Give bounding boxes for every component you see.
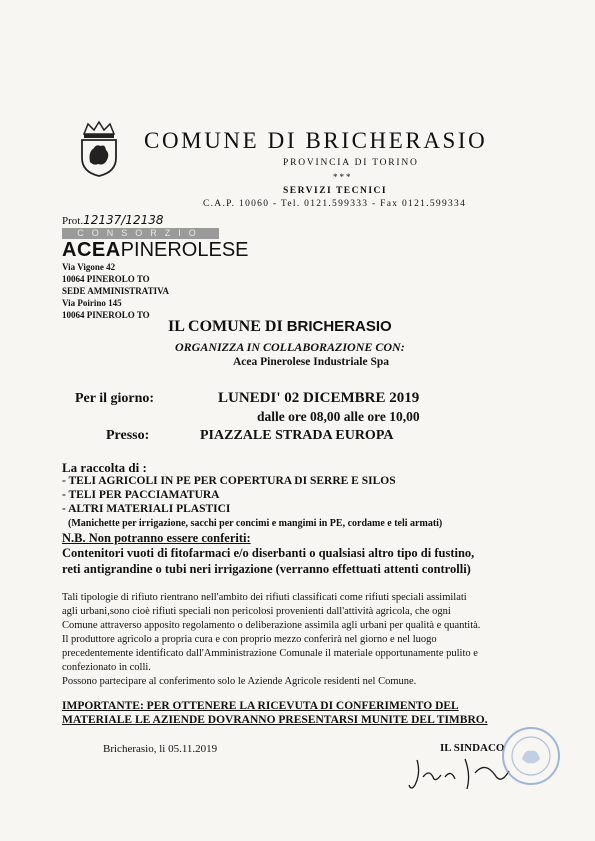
coat-of-arms-icon	[74, 120, 124, 178]
intro-prefix: IL COMUNE DI	[168, 318, 287, 335]
where-label: Presso:	[106, 428, 150, 443]
page-title: COMUNE DI BRICHERASIO	[144, 128, 488, 153]
collection-title: La raccolta di :	[62, 460, 147, 475]
intro-partner: Acea Pinerolese Industriale Spa	[233, 356, 389, 368]
address-line: 10064 PINEROLO TO	[62, 310, 150, 320]
important-line: MATERIALE LE AZIENDE DOVRANNO PRESENTARSI MUNITE DEL TIMBRO.	[62, 714, 488, 726]
protocol-line	[62, 213, 163, 227]
body-text-line: confezionato in colli.	[62, 662, 151, 673]
signature-icon	[405, 755, 515, 795]
body-text-line: precedentemente identificato dall'Amministrazione Comunale il materiale opportunamente pulito e	[62, 648, 478, 659]
excluded-line: reti antigrandine o tubi neri irrigazione (verranno effettuati attenti controlli)	[62, 562, 471, 576]
address-line: 10064 PINEROLO TO	[62, 274, 150, 284]
stars-separator: ***	[333, 172, 353, 182]
day-value: LUNEDI' 02 DICEMBRE 2019	[218, 390, 420, 406]
official-stamp-icon	[500, 725, 562, 787]
address-line: SEDE AMMINISTRATIVA	[62, 286, 169, 296]
important-line: IMPORTANTE: PER OTTENERE LA RICEVUTA DI CONFERIMENTO DEL	[62, 700, 459, 712]
collection-item: - TELI AGRICOLI IN PE PER COPERTURA DI SERRE E SILOS	[62, 475, 396, 487]
excluded-title: N.B. Non potranno essere conferiti:	[62, 531, 251, 545]
where-value: PIAZZALE STRADA EUROPA	[200, 428, 394, 443]
day-label: Per il giorno:	[75, 391, 155, 406]
intro-subheading: ORGANIZZA IN COLLABORAZIONE CON:	[175, 340, 405, 354]
department-label: SERVIZI TECNICI	[283, 186, 388, 196]
contacts-line: C.A.P. 10060 - Tel. 0121.599333 - Fax 0121.599334	[203, 199, 467, 209]
time-value: dalle ore 08,00 alle ore 10,00	[257, 409, 420, 424]
logo-acea: ACEA	[62, 239, 121, 261]
body-text-line: Possono partecipare al conferimento solo le Aziende Agricole residenti nel Comune.	[62, 676, 417, 687]
logo-consorzio: CONSORZIO	[62, 228, 219, 239]
collection-item: - ALTRI MATERIALI PLASTICI	[62, 503, 231, 515]
body-text-line: agli urbani,sono cioè rifiuti speciali non pericolosi provenienti dall'attività agricola, che ogni	[62, 606, 451, 617]
protocol-number: 12137/12138	[83, 213, 164, 227]
excluded-line: Contenitori vuoti di fitofarmaci e/o diserbanti o qualsiasi altro tipo di fustino,	[62, 546, 475, 560]
body-text-line: Il produttore agricolo a propria cura e con proprio mezzo conferirà nel giorno e nel luogo	[62, 634, 437, 645]
address-line: Via Poirino 145	[62, 298, 122, 308]
intro-municipality: BRICHERASIO	[286, 318, 392, 335]
mayor-label: IL SINDACO	[440, 742, 505, 754]
body-text-line: Tali tipologie di rifiuto rientrano nell'ambito dei rifiuti classificati come rifiuti speciali assimilati	[62, 592, 467, 603]
intro-heading	[168, 318, 392, 336]
address-line: Via Vigone 42	[62, 262, 116, 272]
acea-logo	[62, 228, 249, 261]
protocol-label: Prot.	[62, 215, 84, 227]
province-label: PROVINCIA DI TORINO	[283, 158, 419, 168]
collection-item: - TELI PER PACCIAMATURA	[62, 489, 220, 501]
body-text-line: Comune attraverso apposito regolamento o deliberazione assimila agli urbani per qualità e quantità.	[62, 620, 481, 631]
place-date: Bricherasio, li 05.11.2019	[103, 743, 218, 755]
collection-note: (Manichette per irrigazione, sacchi per concimi e mangimi in PE, cordame e teli armati)	[68, 518, 443, 529]
logo-pinerolese: PINEROLESE	[120, 239, 249, 261]
